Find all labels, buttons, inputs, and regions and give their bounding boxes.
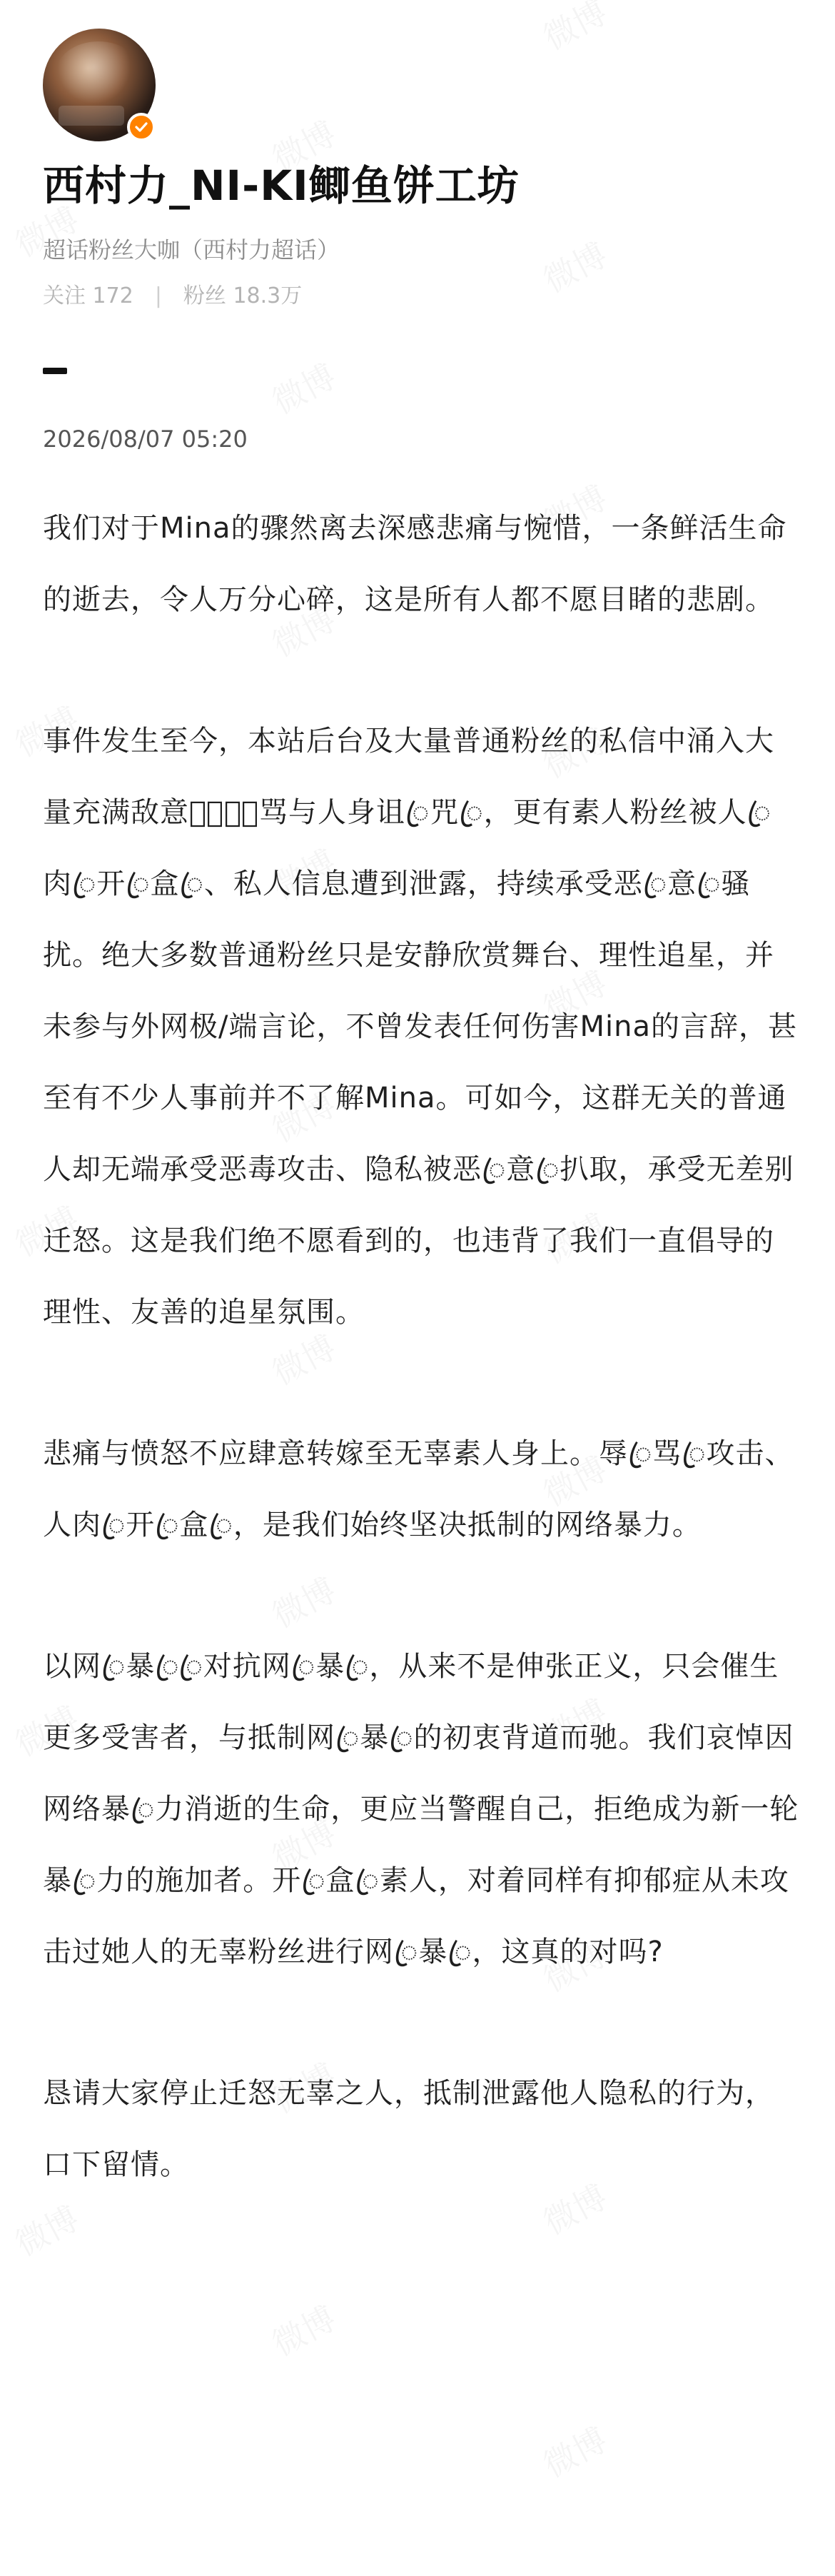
following-stat[interactable] bbox=[43, 282, 133, 311]
watermark bbox=[538, 236, 613, 298]
followers-stat[interactable] bbox=[183, 282, 302, 311]
post-paragraph: 恳请大家停止迁怒无辜之人，抵制泄露他人隐私的行为，口下留情。 bbox=[43, 2077, 774, 2181]
stats-divider: | bbox=[154, 283, 162, 308]
section-dash bbox=[43, 368, 67, 374]
post-body bbox=[43, 493, 799, 2200]
avatar[interactable] bbox=[43, 29, 156, 141]
post-paragraph: 事件发生至今，本站后台及大量普通粉丝的私信中涌入大量充满敌意的͙谩͙骂与人身诅ꦿ咒ꦿ，更有素人粉丝被人ꦿ肉ꦿ开ꦿ盒ꦿ、私人信息遭到泄露，持续承受恶ꦿ意ꦿ骚扰。绝大多数普通粉丝只是安静欣赏舞台、理性追星，并未参与外网极/端言论，不曾发表任何伤害Mina的言辞，甚至有不少人事前并不了解Mina。可如今，这群无关的普通人却无端承受恶毒攻击、隐私被恶ꦿ意ꦿ扒取，承受无差别迁怒。这是我们绝不愿看到的，也违背了我们一直倡导的理性、友善的追星氛围。 bbox=[43, 725, 797, 1329]
check-icon bbox=[133, 119, 149, 135]
followers-value: 18.3万 bbox=[233, 283, 303, 308]
watermark bbox=[538, 2421, 613, 2483]
watermark bbox=[10, 2200, 85, 2262]
watermark bbox=[267, 2300, 342, 2362]
supertopic-label[interactable]: 超话粉丝大咖（西村力超话） bbox=[43, 236, 340, 263]
watermark bbox=[267, 358, 342, 420]
verified-badge-icon bbox=[127, 113, 156, 141]
username[interactable]: 西村力_NI-KI鲫鱼饼工坊 bbox=[43, 161, 520, 210]
followers-label: 粉丝 bbox=[183, 283, 226, 308]
post-paragraph: 以网ꦿ暴ꦿꦿ对抗网ꦿ暴ꦿ，从来不是伸张正义，只会催生更多受害者，与抵制网ꦿ暴ꦿ的初衷背道而驰。我们哀悼因网络暴ꦿ力消逝的生命，更应当警醒自己，拒绝成为新一轮暴ꦿ力的施加者。开ꦿ盒ꦿ素人，对着同样有抑郁症从未攻击过她人的无辜粉丝进行网ꦿ暴ꦿ，这真的对吗? bbox=[43, 1650, 799, 1968]
following-label: 关注 bbox=[43, 283, 86, 308]
profile-stats bbox=[43, 282, 302, 311]
post-timestamp: 2026/08/07 05:20 bbox=[43, 426, 248, 453]
post-paragraph: 我们对于Mina的骤然离去深感悲痛与惋惜，一条鲜活生命的逝去，令人万分心碎，这是所有人都不愿目睹的悲剧。 bbox=[43, 512, 787, 616]
following-value: 172 bbox=[92, 283, 133, 308]
post-paragraph: 悲痛与愤怒不应肆意转嫁至无辜素人身上。辱ꦿ骂ꦿ攻击、人肉ꦿ开ꦿ盒ꦿ，是我们始终坚决抵制的网络暴力。 bbox=[43, 1437, 794, 1541]
watermark bbox=[538, 0, 613, 56]
